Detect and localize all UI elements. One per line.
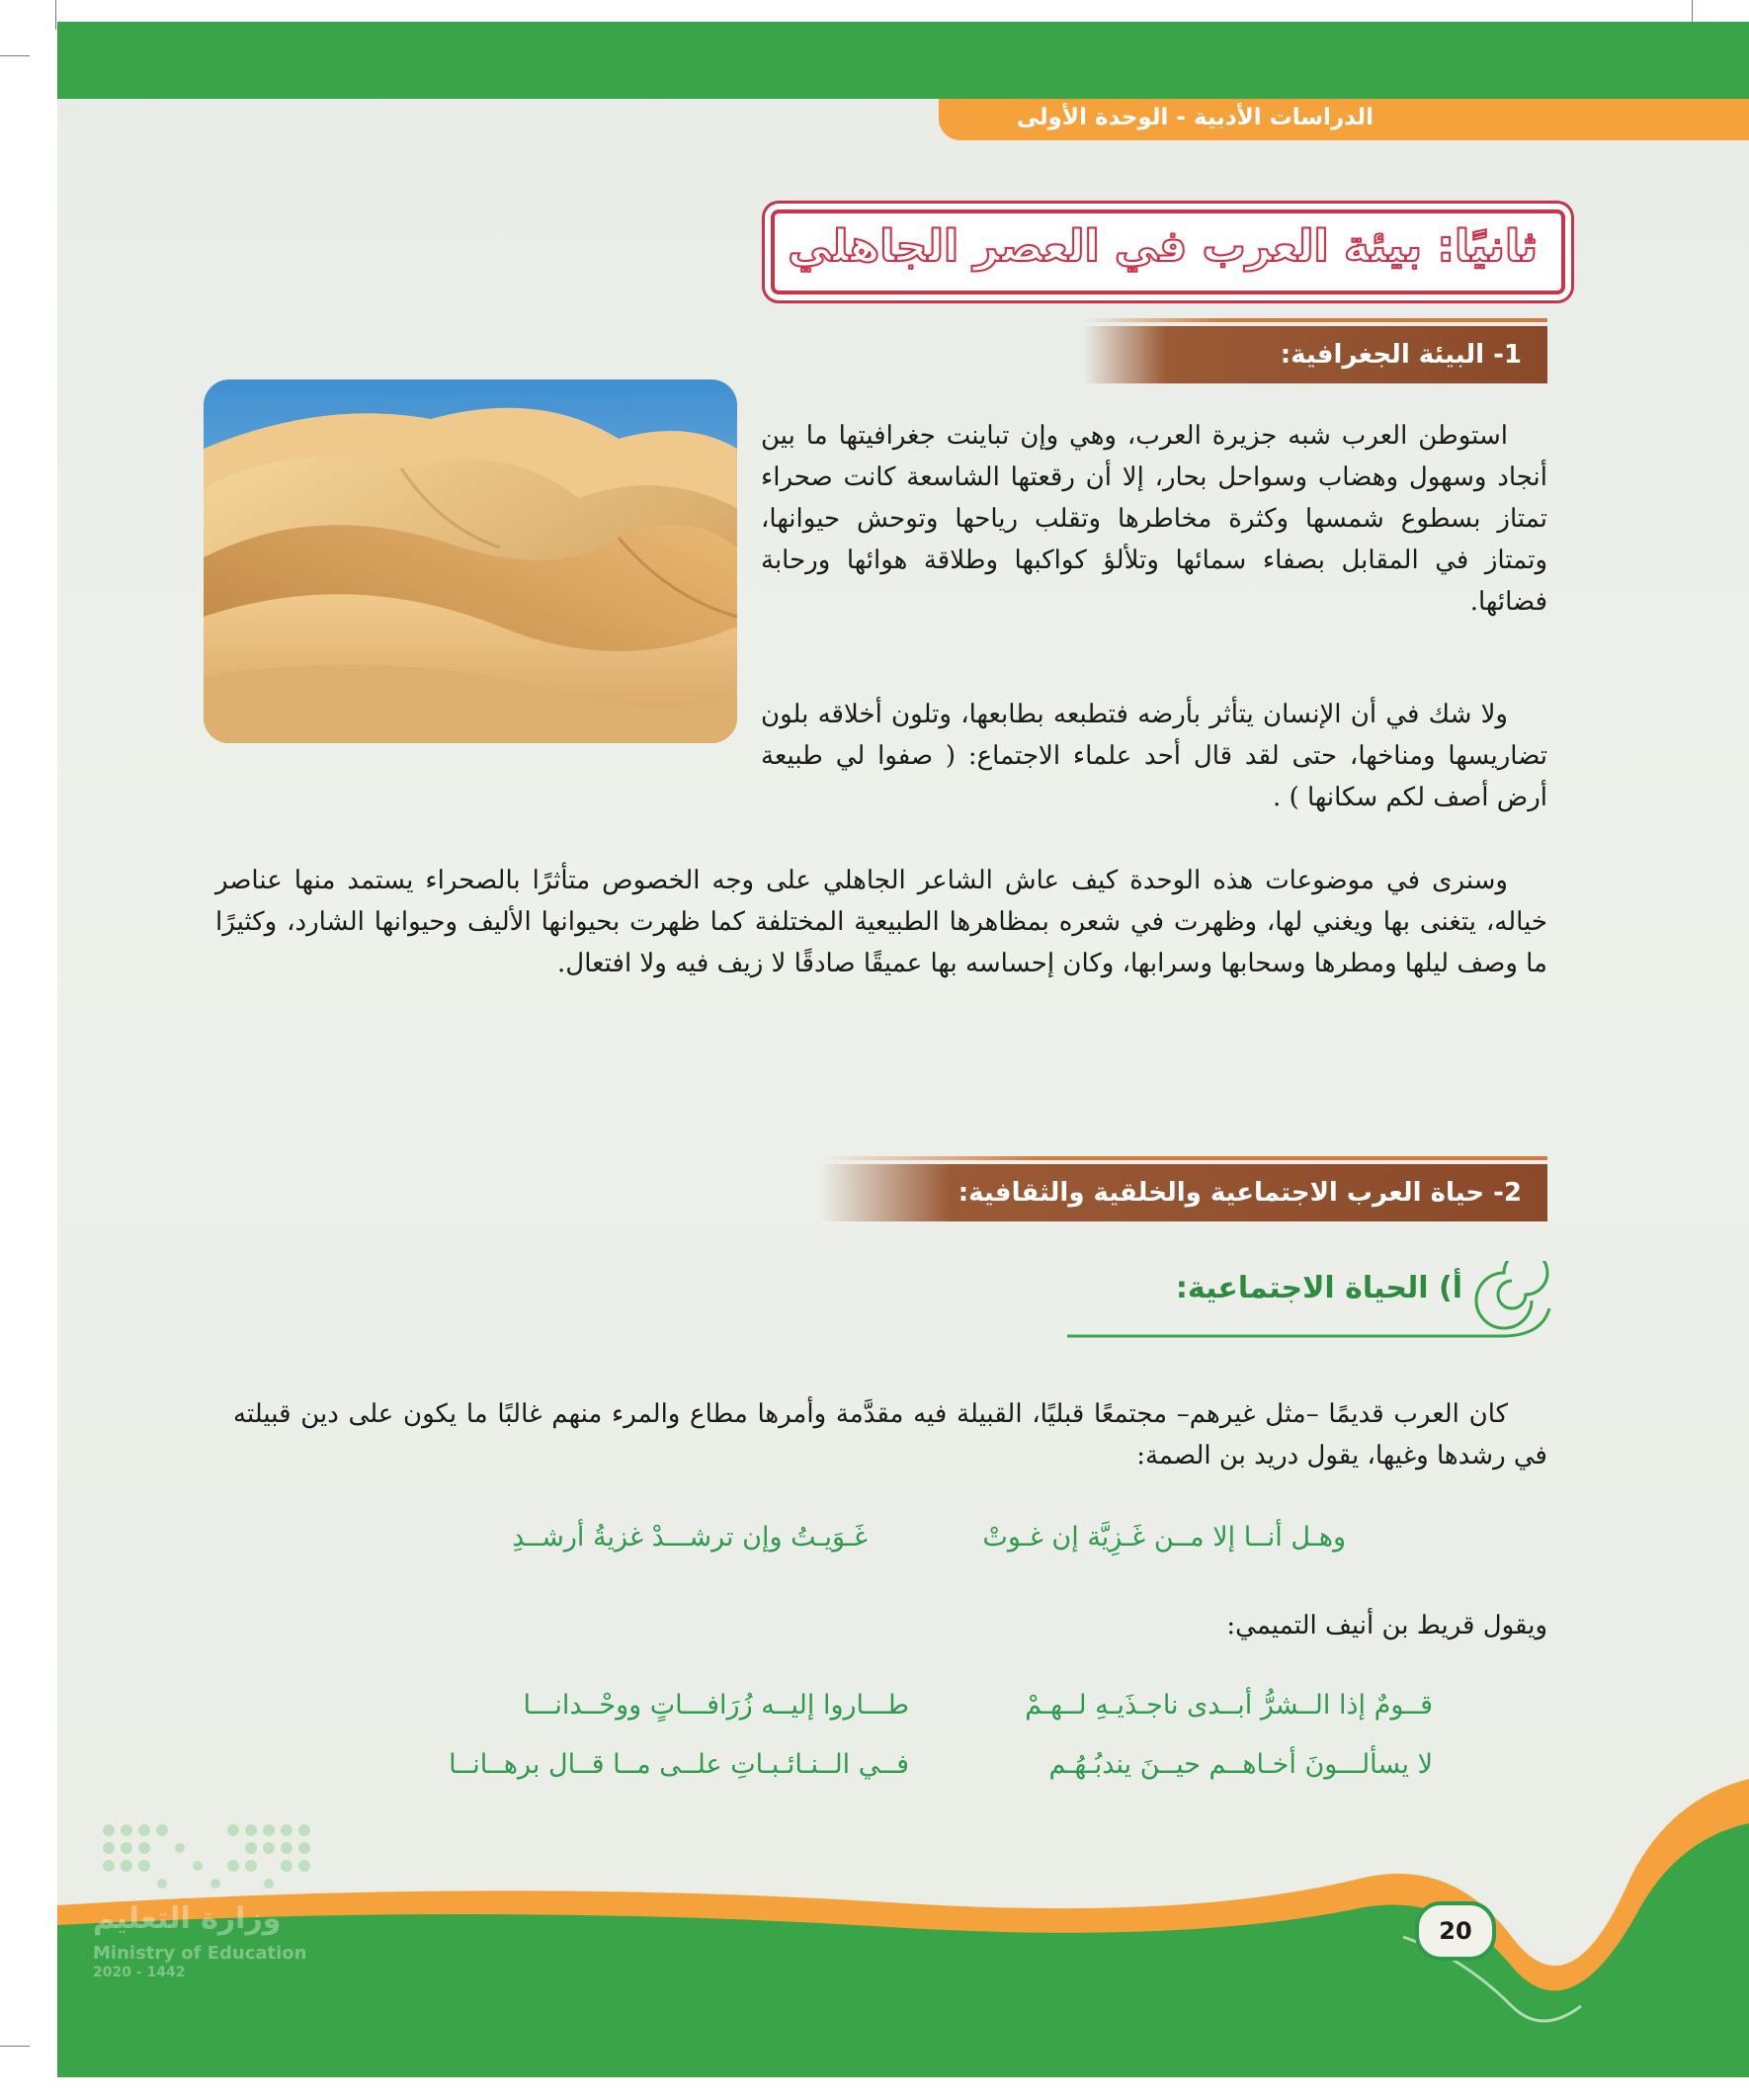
subsection1-heading: 1- البيئة الجغرافية: [1280,340,1522,370]
ministry-logo [93,1820,320,1980]
page-number: 20 [1415,1901,1496,1961]
verse1-right-hemistich: وهـل أنــا إلا مــن غَـزِيَّة إن غـوتْ [982,1522,1346,1553]
unit-label: الدراسات الأدبية - الوحدة الأولى [1016,105,1374,130]
intro2: ويقول قريط بن أنيف التميمي: [1226,1611,1547,1640]
verse1-left-hemistich: غَـوَيـتُ وإن ترشـــدْ غزيةُ أرشــدِ [512,1522,868,1553]
verse3-left-hemistich: فــي الــنـائـبـاتِ علــى مــا قــال برهــانــا [449,1749,909,1780]
sub-a-heading: أ) الحياة الاجتماعية: [1175,1271,1462,1305]
verse3-right-hemistich: لا يسألـــونَ أخـاهــم حيــنَ يندبُـهُـم [1048,1749,1433,1780]
ministry-arabic-name: وزارة التعليم [93,1901,282,1936]
section-title: ثانيًا: بيئة العرب في العصر الجاهلي [788,221,1538,272]
subsection2-heading: 2- حياة العرب الاجتماعية والخلقية والثقافية: [958,1178,1522,1208]
subsection1-paragraph2: ولا شك في أن الإنسان يتأثر بأرضه فتطبعه بطابعها، وتلون أخلاقه بلون تضاريسها ومناخها، حتى لقد قال أحد علماء الاجتماع: ( صفوا لي طبيعة أرض أصف لكم سكانها ) . [761,700,1547,812]
subsection1-paragraph1: استوطن العرب شبه جزيرة العرب، وهي وإن تباينت جغرافيتها ما بين أنجاد وسهول وهضاب وسواحل بحار، إلا أن رقعتها الشاسعة كانت صحراء تمتاز بسطوع شمسها وكثرة مخاطرها وتقلب رياحها وتوحش حيوانها، وتمتاز في المقابل بصفاء سمائها وتلألؤ كواكبها وطلاقة هوائها ورحابة فضائها. [761,421,1547,617]
verse2-right-hemistich: قــومٌ إذا الــشرُّ أبــدى ناجـذَيـهِ لــهـمْ [1025,1690,1433,1721]
verse2-left-hemistich: طـــاروا إليــه زُرَافـــاتٍ ووحْــدانـــا [523,1690,909,1721]
subsection1-paragraph3: وسنرى في موضوعات هذه الوحدة كيف عاش الشاعر الجاهلي على وجه الخصوص متأثرًا بالصحراء يستمد منها عناصر خياله، يتغنى بها ويغني لها، وظهرت في شعره بمظاهرها الطبيعية المختلفة كما ظهرت بحيوانها الأليف وحيوانها الشارد، وكثيرًا ما وصف ليلها ومطرها وسحابها وسرابها، وكان إحساسه بها عميقًا صادقًا لا زيف فيه ولا افتعال. [215,866,1547,978]
ministry-english-name: Ministry of Education [93,1943,307,1964]
subsection2-paragraph: كان العرب قديمًا –مثل غيرهم– مجتمعًا قبليًا، القبيلة فيه مقدَّمة وأمرها مطاع والمرء منهم غالبًا ما يكون على دين قبيلته في رشدها وغيها، يقول دريد بن الصمة: [233,1399,1547,1470]
ministry-year: 2020 - 1442 [93,1965,186,1980]
